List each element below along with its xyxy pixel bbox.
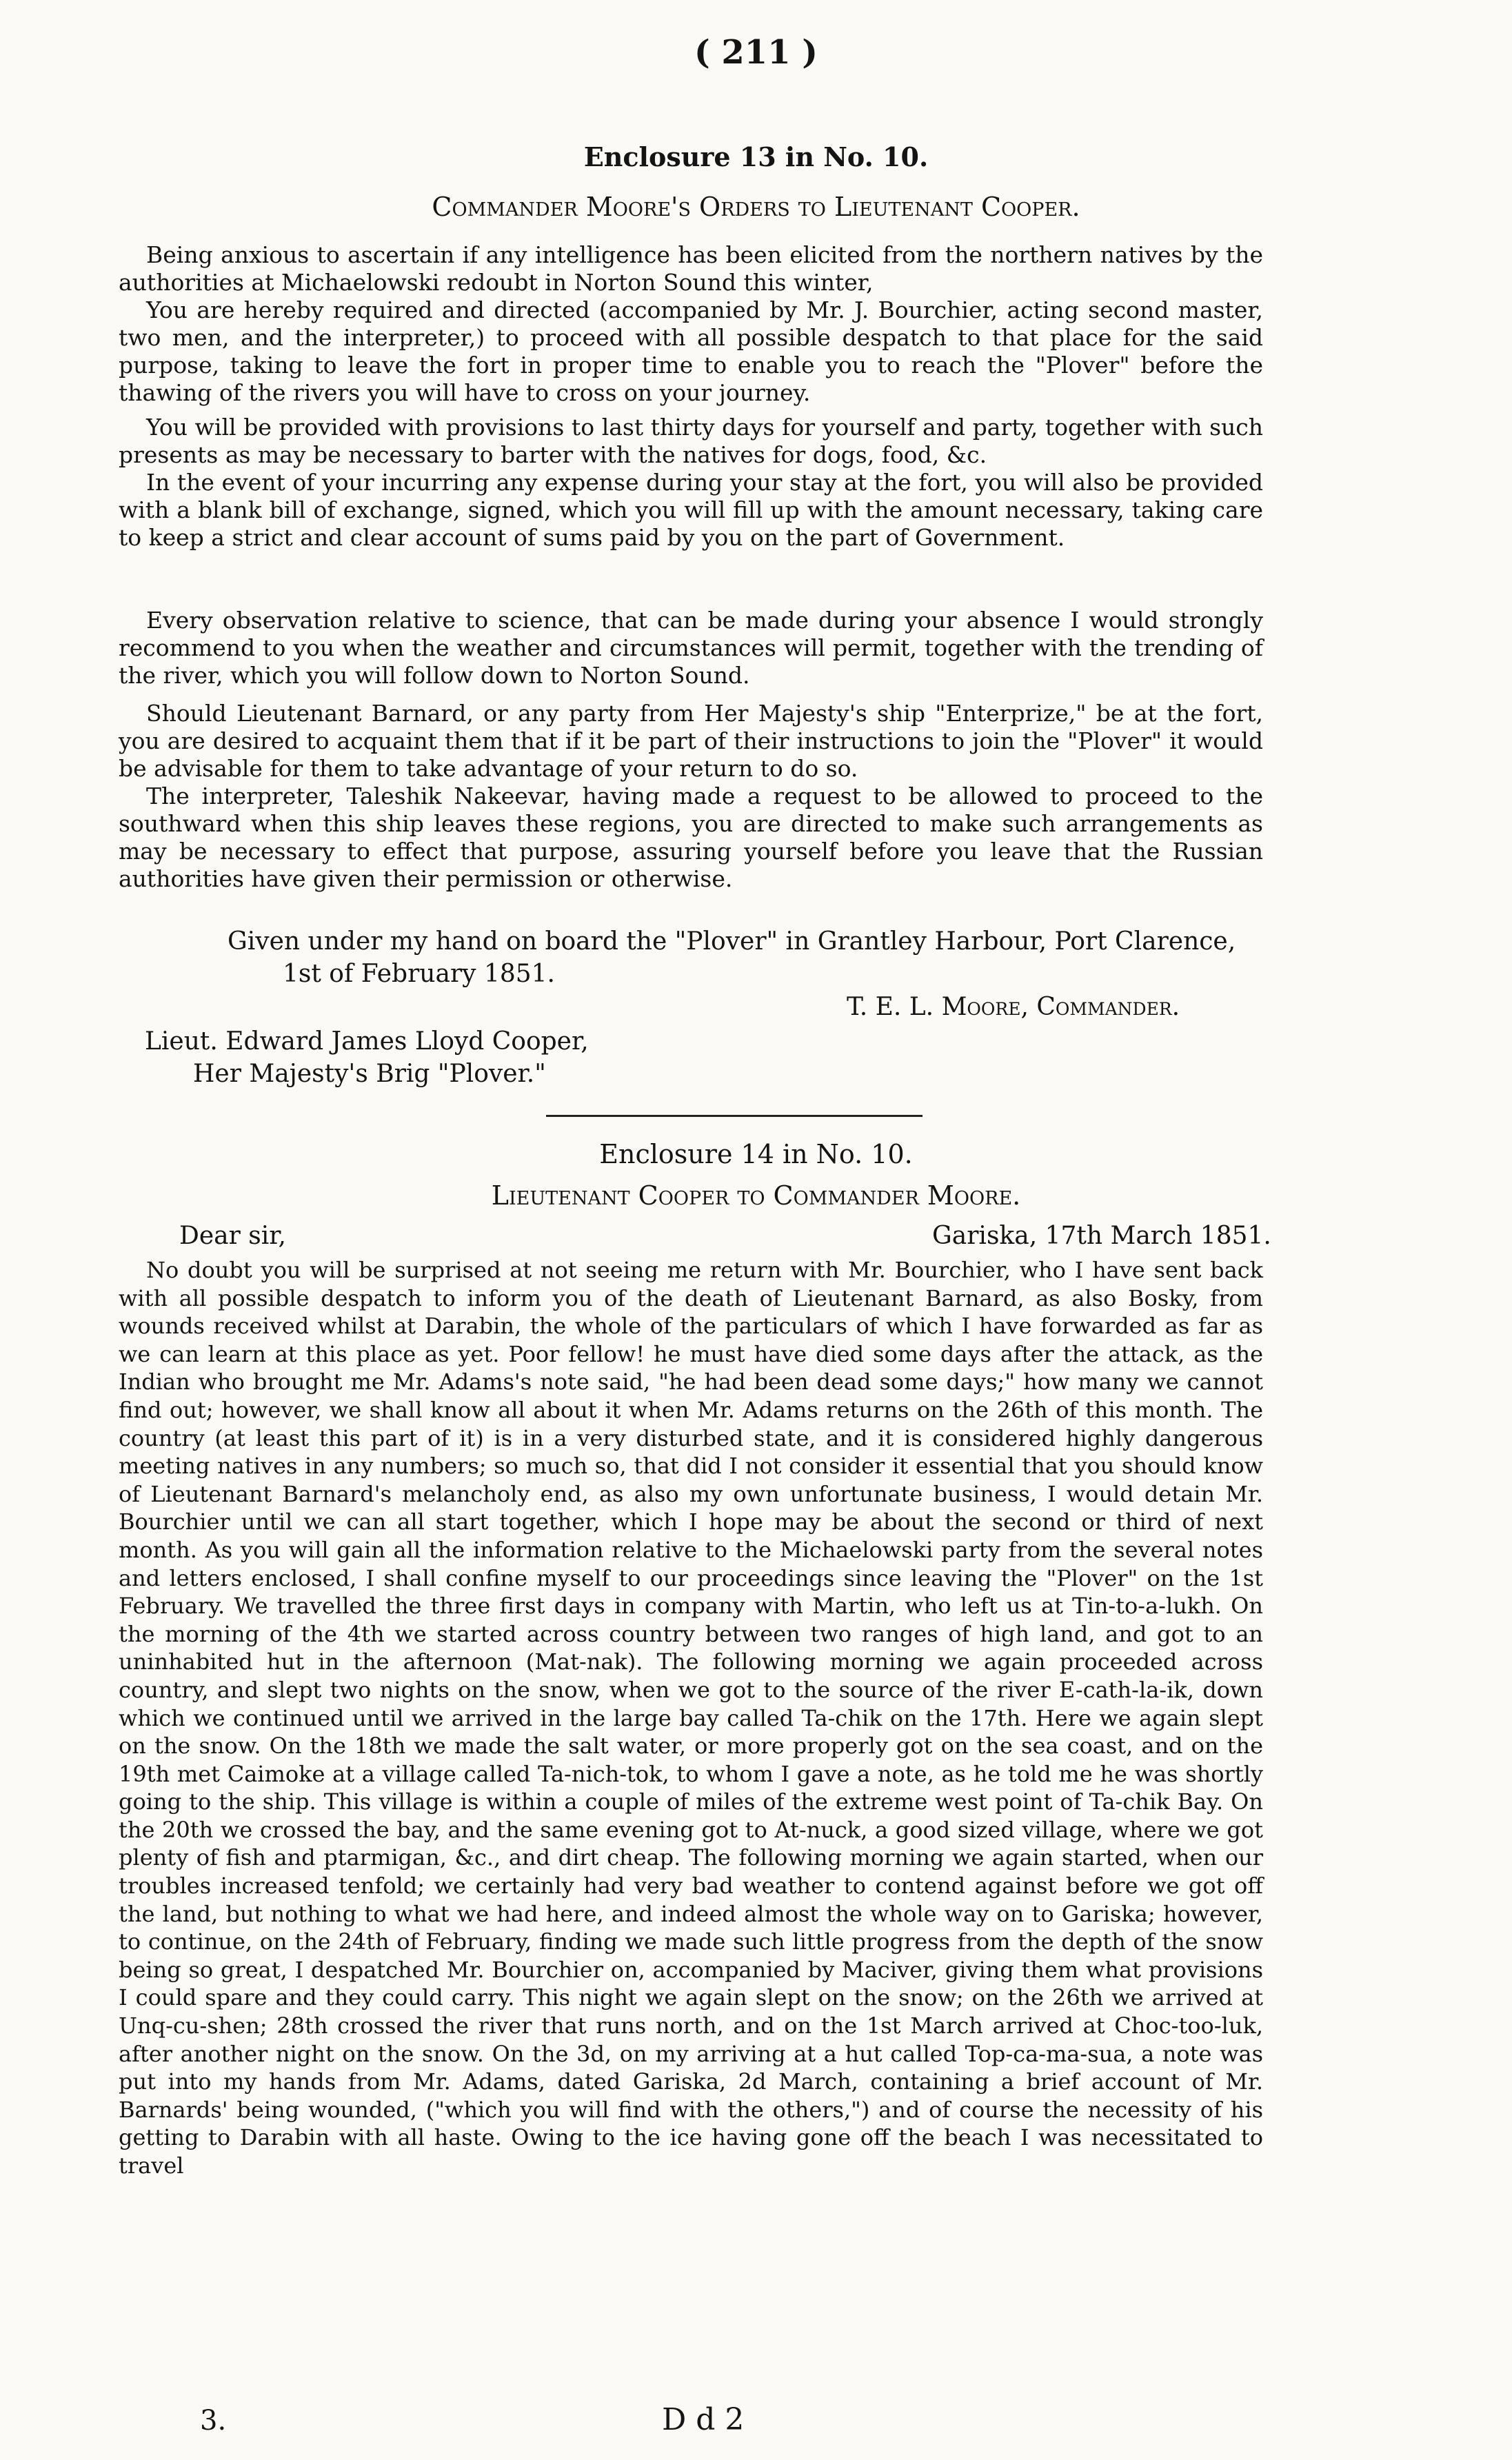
salutation: Dear sir, xyxy=(179,1222,286,1250)
signature: T. E. L. Moore, Commander. xyxy=(847,993,1180,1021)
enc13-paragraph-2: You are hereby required and directed (accompanied by Mr. J. Bourchier, acting second master, two men, and the interpreter,) to proceed with all possible despatch to that place for the said purpose, taking to leave the fort in proper time to enable you to reach the "Plover" before the thawing of the rivers you will have to cross on your journey. xyxy=(119,296,1263,406)
footer-left-number: 3. xyxy=(200,2405,227,2437)
enclosure-13-subheading: Commander Moore's Orders to Lieutenant Cooper. xyxy=(432,192,1080,222)
enc13-paragraph-1: Being anxious to ascertain if any intelligence has been elicited from the northern natives by the authorities at Michaelowski redoubt in Norton Sound this winter, xyxy=(119,241,1263,296)
enclosure-14-heading: Enclosure 14 in No. 10. xyxy=(599,1139,913,1169)
enc13-paragraph-4: In the event of your incurring any expense during your stay at the fort, you will also be provided with a blank bill of exchange, signed, which you will fill up with the amount necessary, taking care to keep a strict and clear account of sums paid by you on the part of Government. xyxy=(119,469,1263,551)
enc13-paragraph-5: Every observation relative to science, that can be made during your absence I would strongly recommend to you when the weather and circumstances will permit, together with the trending of the river, which you will follow down to Norton Sound. xyxy=(119,607,1263,689)
given-date-line: 1st of February 1851. xyxy=(283,960,555,988)
enc14-letter-body: No doubt you will be surprised at not seeing me return with Mr. Bourchier, who I have sent back with all possible despatch to inform you of the death of Lieutenant Barnard, as also Bosky, from wounds received whilst at Darabin, the whole of the particulars of which I have forwarded as far as we can learn at this place as yet. Poor fellow! he must have died some days after the attack, as the Indian who brought me Mr. Adams's note said, "he had been dead some days;" how many we cannot find out; however, we shall know all about it when Mr. Adams returns on the 26th of this month. The country (at least this part of it) is in a very disturbed state, and it is considered highly dangerous meeting natives in any numbers; so much so, that did I not consider it essential that you should know of Lieutenant Barnard's melancholy end, as also my own unfortunate business, I would detain Mr. Bourchier until we can all start together, which I hope may be about the second or third of next month. As you will gain all the information relative to the Michaelowski party from the several notes and letters enclosed, I shall confine myself to our proceedings since leaving the "Plover" on the 1st February. We travelled the three first days in company with Martin, who left us at Tin-to-a-lukh. On the morning of the 4th we started across country between two ranges of high land, and got to an uninhabited hut in the afternoon (Mat-nak). The following morning we again proceeded across country, and slept two nights on the snow, when we got to the source of the river E-cath-la-ik, down which we continued until we arrived in the large bay called Ta-chik on the 17th. Here we again slept on the snow. On the 18th we made the salt water, or more properly got on the sea coast, and on the 19th met Caimoke at a village called Ta-nich-tok, to whom I gave a note, as he told me he was shortly going to the ship. This village is within a couple of miles of the extreme west point of Ta-chik Bay. On the 20th we crossed the bay, and the same evening got to At-nuck, a good sized village, where we got plenty of fish and ptarmigan, &c., and dirt cheap. The following morning we again started, when our troubles increased tenfold; we certainly had very bad weather to contend against before we got off the land, but nothing to what we had here, and indeed almost the whole way on to Gariska; however, to continue, on the 24th of February, finding we made such little progress from the depth of the snow being so great, I despatched Mr. Bourchier on, accompanied by Maciver, giving them what provisions I could spare and they could carry. This night we again slept on the snow; on the 26th we arrived at Unq-cu-shen; 28th crossed the river that runs north, and on the 1st March arrived at Choc-too-luk, after another night on the snow. On the 3d, on my arriving at a hut called Top-ca-ma-sua, a note was put into my hands from Mr. Adams, dated Gariska, 2d March, containing a brief account of Mr. Barnards' being wounded, ("which you will find with the others,") and of course the necessity of his getting to Darabin with all haste. Owing to the ice having gone off the beach I was necessitated to travel xyxy=(119,1257,1263,2179)
page-number: ( 211 ) xyxy=(694,33,818,72)
given-under-line: Given under my hand on board the "Plover" in Grantley Harbour, Port Clarence, xyxy=(228,927,1236,956)
enclosure-14-subheading: Lieutenant Cooper to Commander Moore. xyxy=(491,1180,1021,1211)
enc13-paragraph-6: Should Lieutenant Barnard, or any party from Her Majesty's ship "Enterprize," be at the fort, you are desired to acquaint them that if it be part of their instructions to join the "Plover" it would be advisable for them to take advantage of your return to do so. xyxy=(119,700,1263,782)
addressee-line-1: Lieut. Edward James Lloyd Cooper, xyxy=(145,1027,589,1056)
enc13-paragraph-7: The interpreter, Taleshik Nakeevar, having made a request to be allowed to proceed to the southward when this ship leaves these regions, you are directed to make such arrangements as may be necessary to effect that purpose, assuring yourself before you leave that the Russian authorities have given their permission or otherwise. xyxy=(119,783,1263,892)
enclosure-13-heading: Enclosure 13 in No. 10. xyxy=(583,141,929,172)
enc13-paragraph-3: You will be provided with provisions to last thirty days for yourself and party, together with such presents as may be necessary to barter with the natives for dogs, food, &c. xyxy=(119,414,1263,468)
footer-signature-mark: D d 2 xyxy=(662,2402,745,2437)
place-date: Gariska, 17th March 1851. xyxy=(932,1222,1271,1250)
section-divider xyxy=(546,1115,923,1117)
addressee-line-2: Her Majesty's Brig "Plover." xyxy=(193,1060,546,1088)
